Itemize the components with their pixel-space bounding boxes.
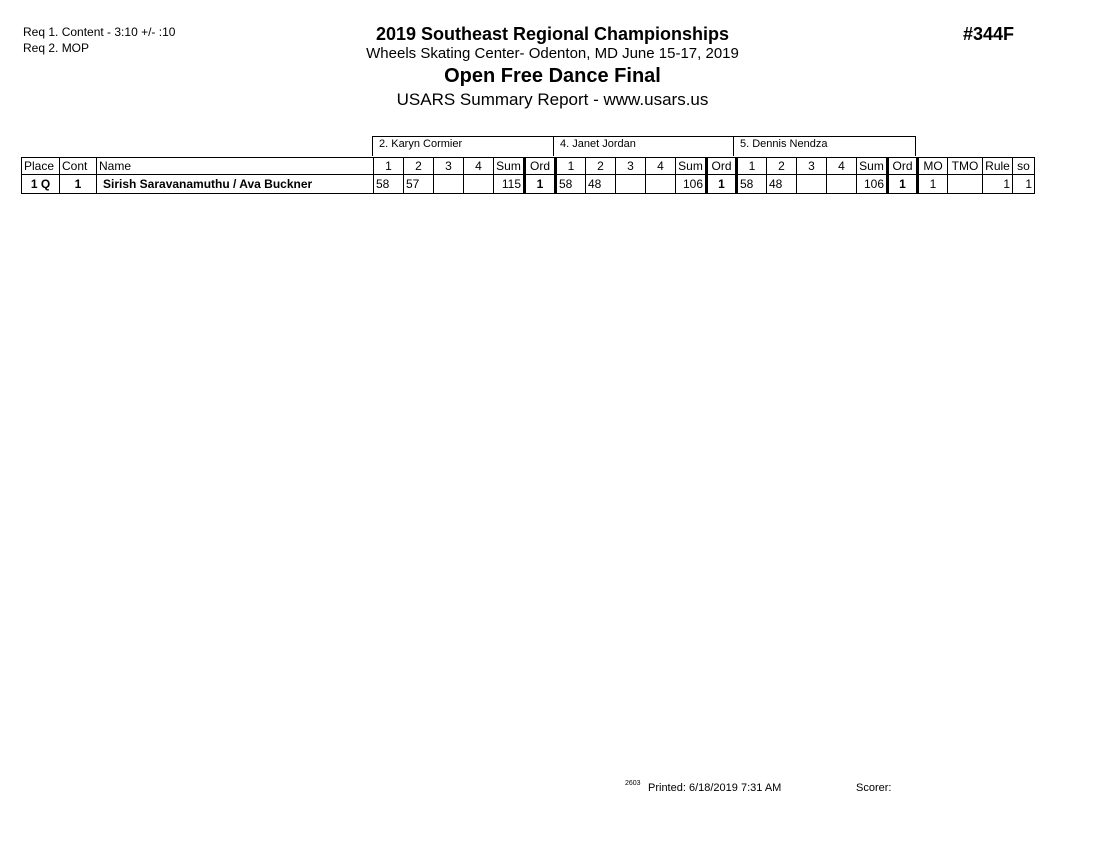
judge-name: 4. Janet Jordan: [553, 136, 734, 156]
column-header-row: [22, 158, 1035, 175]
ord-cell: 1: [888, 175, 918, 194]
results-table: [21, 157, 1035, 194]
sum-cell: 106: [857, 175, 888, 194]
col-judge2-4: 4: [646, 158, 676, 175]
sum-cell: 106: [676, 175, 707, 194]
sum-cell: 115: [494, 175, 525, 194]
event-title: Open Free Dance Final: [444, 65, 661, 87]
col-judge1-1: 1: [374, 158, 404, 175]
tmo-cell: [948, 175, 983, 194]
rule-cell: 1: [983, 175, 1013, 194]
col-tmo: TMO: [948, 158, 983, 175]
score-cell: [797, 175, 827, 194]
col-judge2-sum: Sum: [676, 158, 707, 175]
col-judge2-ord: Ord: [707, 158, 737, 175]
col-judge1-2: 2: [404, 158, 434, 175]
name-cell: Sirish Saravanamuthu / Ava Buckner: [97, 175, 374, 194]
judge-name: 2. Karyn Cormier: [372, 136, 554, 156]
scorer-label: Scorer:: [856, 782, 892, 794]
col-place: Place: [22, 158, 60, 175]
col-judge3-4: 4: [827, 158, 857, 175]
competition-title: 2019 Southeast Regional Championships: [375, 24, 730, 44]
col-judge2-3: 3: [616, 158, 646, 175]
score-cell: [434, 175, 464, 194]
col-judge1-4: 4: [464, 158, 494, 175]
col-rule: Rule: [983, 158, 1013, 175]
so-cell: 1: [1013, 175, 1035, 194]
score-cell: 58: [374, 175, 404, 194]
col-judge1-sum: Sum: [494, 158, 525, 175]
col-cont: Cont: [60, 158, 97, 175]
col-name: Name: [97, 158, 374, 175]
venue-date: Wheels Skating Center- Odenton, MD June 15-17, 2019: [366, 45, 739, 62]
score-cell: 48: [586, 175, 616, 194]
score-cell: 48: [767, 175, 797, 194]
place-cell: 1 Q: [22, 175, 60, 194]
score-cell: 57: [404, 175, 434, 194]
col-so: so: [1013, 158, 1035, 175]
footer-code: 2603: [625, 780, 641, 787]
report-title: USARS Summary Report - www.usars.us: [396, 90, 709, 109]
col-mo: MO: [918, 158, 948, 175]
score-cell: [464, 175, 494, 194]
score-cell: [646, 175, 676, 194]
requirement-2: Req 2. MOP: [23, 41, 90, 55]
cont-cell: 1: [60, 175, 97, 194]
score-cell: [616, 175, 646, 194]
event-number: #344F: [963, 24, 1015, 44]
col-judge2-2: 2: [586, 158, 616, 175]
col-judge2-1: 1: [556, 158, 586, 175]
table-row: [22, 175, 1035, 194]
score-cell: 58: [737, 175, 767, 194]
ord-cell: 1: [525, 175, 556, 194]
score-cell: 58: [556, 175, 586, 194]
col-judge1-ord: Ord: [525, 158, 556, 175]
col-judge1-3: 3: [434, 158, 464, 175]
mo-cell: 1: [918, 175, 948, 194]
judge-name: 5. Dennis Nendza: [733, 136, 916, 156]
col-judge3-sum: Sum: [857, 158, 888, 175]
col-judge3-3: 3: [797, 158, 827, 175]
col-judge3-ord: Ord: [888, 158, 918, 175]
col-judge3-1: 1: [737, 158, 767, 175]
printed-timestamp: Printed: 6/18/2019 7:31 AM: [648, 782, 782, 794]
ord-cell: 1: [707, 175, 737, 194]
col-judge3-2: 2: [767, 158, 797, 175]
requirement-1: Req 1. Content - 3:10 +/- :10: [23, 25, 176, 39]
score-cell: [827, 175, 857, 194]
